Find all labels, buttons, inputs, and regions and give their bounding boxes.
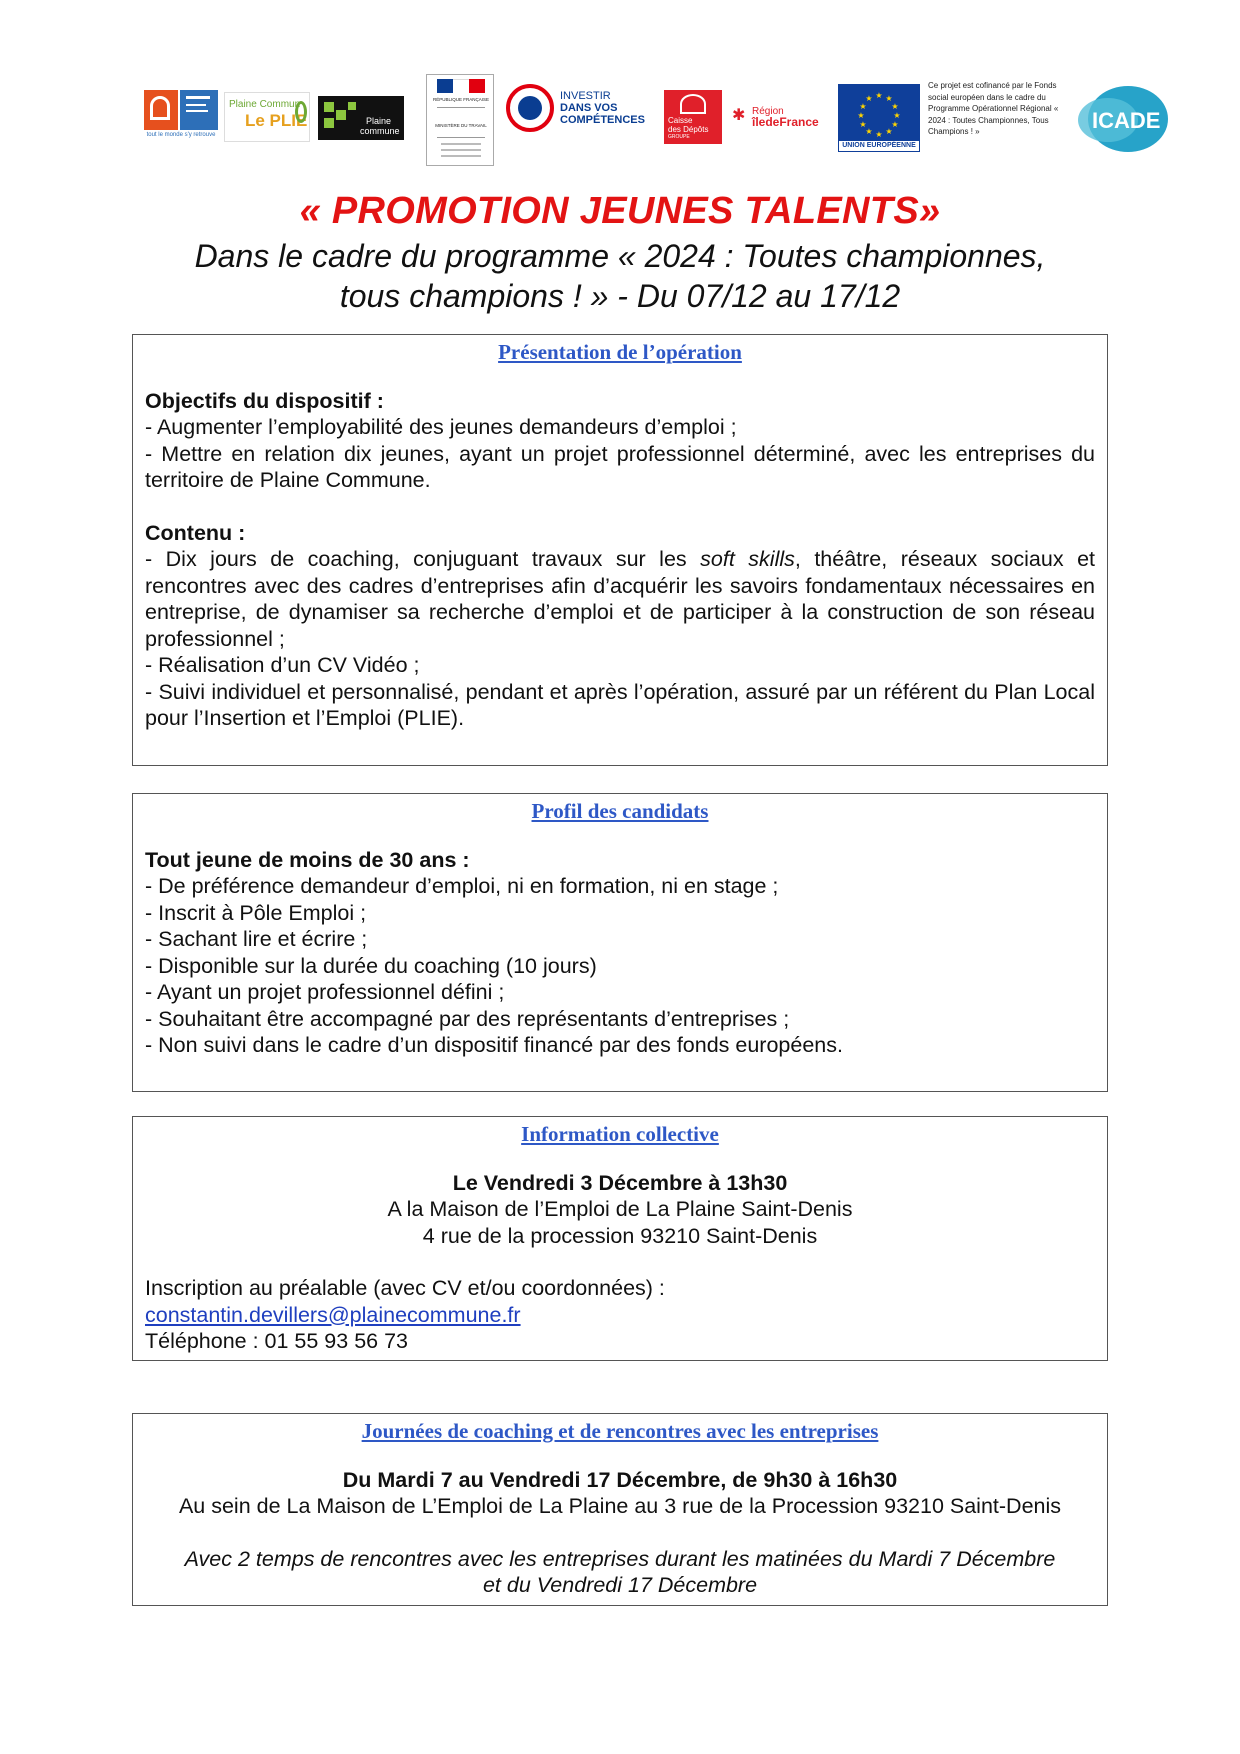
union-europeenne-logo	[838, 84, 920, 152]
svg-text:★: ★	[891, 102, 899, 111]
ministere-line1: RÉPUBLIQUE FRANÇAISE	[432, 97, 489, 102]
profil-item: - De préférence demandeur d’emploi, ni en formation, ni en stage ;	[145, 874, 779, 898]
profil-heading: Tout jeune de moins de 30 ans :	[145, 847, 470, 872]
caisse-line1: Caisse	[668, 116, 693, 125]
presentation-title: Présentation de l’opération	[498, 340, 742, 364]
eu-stars-icon	[838, 84, 920, 140]
ue-label: UNION EUROPÉENNE	[842, 142, 916, 149]
icade-logo	[1078, 86, 1170, 152]
contenu-item1-before: - Dix jours de coaching, conjuguant travaux sur les	[145, 547, 701, 571]
svg-text:★: ★	[857, 111, 865, 120]
page-title: « PROMOTION JEUNES TALENTS»	[299, 190, 941, 232]
ministere-line2: MINISTÈRE DU TRAVAIL	[435, 123, 487, 128]
objectif-item: - Mettre en relation dix jeunes, ayant un projet professionnel déterminé, avec les entreprises du territoire de Plaine Commune.	[145, 441, 1095, 492]
svg-text:★: ★	[865, 94, 873, 103]
investir-line3: COMPÉTENCES	[560, 114, 645, 126]
svg-text:★: ★	[875, 130, 883, 139]
information-address: 4 rue de la procession 93210 Saint-Denis	[422, 1223, 818, 1248]
information-date: Le Vendredi 3 Décembre à 13h30	[452, 1170, 788, 1195]
caisse-depots-logo	[664, 90, 722, 144]
journees-note-line-2: et du Vendredi 17 Décembre	[482, 1573, 758, 1597]
svg-text:★: ★	[893, 111, 901, 120]
contact-email-link[interactable]: constantin.devillers@plainecommune.fr	[145, 1302, 521, 1327]
contenu-item1-after: , théâtre, réseaux sociaux et rencontres avec des cadres d’entreprises afin d’acquérir les savoirs fondamentaux nécessaires en entreprise, de dynamiser sa recherche d’emploi et de participer à la construction de son réseau professionnel ;	[145, 547, 1095, 651]
region-line2: îledeFrance	[752, 115, 819, 129]
maison-emploi-logo	[144, 90, 218, 142]
region-idf-logo	[732, 104, 824, 132]
objectif-item: - Augmenter l’employabilité des jeunes demandeurs d’emploi ;	[145, 415, 737, 439]
contenu-item-coaching	[145, 546, 1095, 652]
journees-note-line-1: Avec 2 temps de rencontres avec les entreprises durant les matinées du Mardi 7 Décembre	[184, 1546, 1056, 1571]
profil-item: - Non suivi dans le cadre d’un dispositif financé par des fonds européens.	[145, 1033, 843, 1057]
region-line1: Région	[752, 106, 784, 117]
contenu-item-cv: - Réalisation d’un CV Vidéo ;	[145, 653, 420, 677]
journees-dates: Du Mardi 7 au Vendredi 17 Décembre, de 9h30 à 16h30	[342, 1467, 898, 1492]
svg-text:★: ★	[885, 94, 893, 103]
svg-text:★: ★	[885, 127, 893, 136]
information-box	[132, 1116, 1108, 1361]
profil-item: - Inscrit à Pôle Emploi ;	[145, 900, 367, 925]
journees-box	[132, 1413, 1108, 1606]
logo-strip	[0, 0, 1240, 175]
caisse-line3: GROUPE	[668, 134, 690, 140]
journees-title: Journées de coaching et de rencontres avec les entreprises	[361, 1419, 879, 1443]
profil-box	[132, 793, 1108, 1092]
subtitle-line-1: Dans le cadre du programme « 2024 : Toutes championnes,	[194, 238, 1046, 274]
icade-name: ICADE	[1092, 108, 1161, 133]
svg-text:★: ★	[859, 120, 867, 129]
investir-line1: INVESTIR	[560, 90, 611, 102]
contenu-item-suivi: - Suivi individuel et personnalisé, pendant et après l’opération, assuré par un référent du Plan Local pour l’Insertion et l’Emploi (PLIE).	[145, 679, 1095, 730]
investir-competences-logo	[506, 82, 652, 134]
contact-phone: Téléphone : 01 55 93 56 73	[145, 1329, 408, 1353]
profil-title: Profil des candidats	[531, 799, 709, 823]
plie-logo	[224, 92, 310, 142]
plie-line2: Le PLIE	[245, 111, 308, 130]
ministere-logo	[426, 74, 494, 166]
investir-line2: DANS VOS	[560, 102, 618, 114]
contenu-item1-italic: soft skills	[700, 547, 795, 571]
profil-item: - Souhaitant être accompagné par des représentants d’entreprises ;	[145, 1006, 790, 1031]
plie-line1: Plaine Commun	[229, 99, 301, 110]
information-inscription: Inscription au préalable (avec CV et/ou coordonnées) :	[145, 1276, 665, 1300]
profil-item: - Ayant un projet professionnel défini ;	[145, 980, 505, 1004]
svg-text:★: ★	[865, 127, 873, 136]
information-title: Information collective	[521, 1122, 719, 1146]
region-star-icon: ✱	[732, 107, 746, 124]
svg-text:★: ★	[875, 91, 883, 100]
contenu-heading: Contenu :	[145, 520, 246, 545]
svg-text:★: ★	[891, 120, 899, 129]
plaine-commune-line2: commune	[360, 126, 400, 136]
profil-item: - Disponible sur la durée du coaching (10 jours)	[145, 953, 597, 978]
caisse-line2: des Dépôts	[668, 125, 709, 134]
page-subtitle	[0, 236, 1240, 316]
subtitle-line-2: tous champions ! » - Du 07/12 au 17/12	[339, 278, 901, 314]
svg-text:★: ★	[859, 102, 867, 111]
presentation-box	[132, 334, 1108, 766]
information-place: A la Maison de l’Emploi de La Plaine Saint-Denis	[387, 1197, 853, 1221]
plaine-commune-line1: Plaine	[366, 116, 392, 126]
plaine-commune-logo	[318, 96, 404, 140]
journees-place: Au sein de La Maison de L’Emploi de La Plaine au 3 rue de la Procession 93210 Saint-Denis	[178, 1494, 1062, 1518]
profil-item: - Sachant lire et écrire ;	[145, 927, 368, 951]
objectifs-heading: Objectifs du dispositif :	[145, 388, 384, 413]
maison-emploi-tagline: tout le monde s'y retrouve	[146, 132, 216, 138]
fse-cofinancement-note: Ce projet est cofinancé par le Fonds social européen dans le cadre du Programme Opérationnel Régional « 2024 : Toutes Championnes, Tous Champions ! »	[928, 81, 1059, 136]
